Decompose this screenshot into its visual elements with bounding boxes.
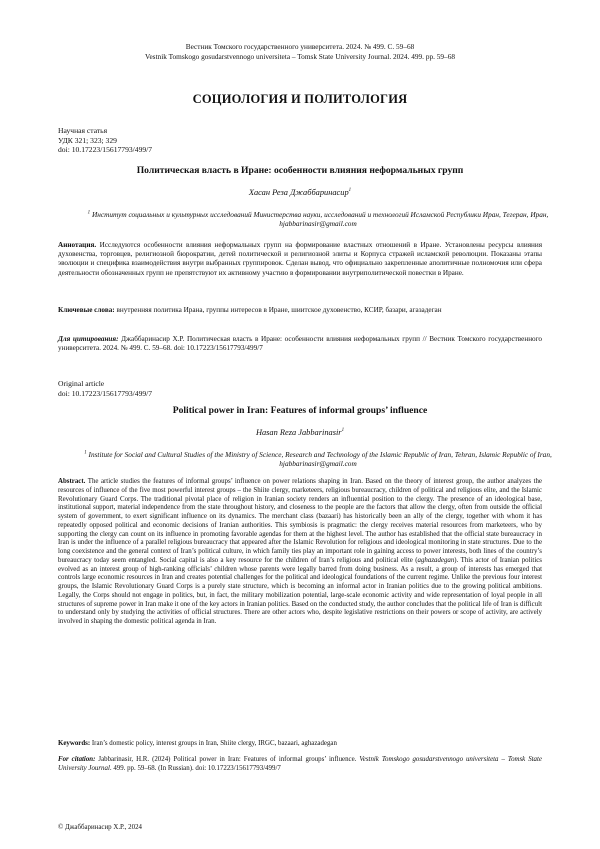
ru-udc: УДК 321; 323; 329 — [58, 135, 117, 145]
en-abstract-italic: aghazadegan — [417, 556, 455, 564]
en-abstract — [58, 478, 542, 627]
en-abstract-text: The article studies the features of informal groups’ influence on power relations shaping in Iran. Based on the theory of interest group, the author analyzes the resources of influence of the five most powerful interest groups – the Shiite clergy, marketeers, religious bureaucracy, children of political and religious elite, and the Islamic Revolutionary Guard Corps. The traditional pivotal place of religion in Iranian society renders an influential position to the clergy. The presence of an ideological base, institutional support, material independence from the state throughout history, and closeness to the people are the factors that allow the clergy, often from outside the official system of government, to exert significant influence on its dynamics. The merchant class (bazaari) has historically been an ally of the clergy, together with whom it has repeatedly opposed political and economic decisions of Iranian authorities. This symbiosis is pragmatic: the clergy receives material resources from marketeers, who by supporting the clergy can count on its influence in promoting favorable agendas for them at the highest level. The author has established that the official state bureaucracy in Iran is under the influence of a parallel religious bureaucracy that appeared after the Islamic Revolution for religious and ideological monitoring in state structures. Due to the long coexistence and the general context of Iran’s political culture, in which family ties play an important role in gaining access to power interests, both lines of the country’s bureaucracy today seem entangled. Social capital is also a key resource for the children of Iran’s religious and political elite ( — [58, 478, 542, 564]
en-doi: doi: 10.17223/15617793/499/7 — [58, 388, 153, 398]
en-author-name: Hasan Reza Jabbarinasir — [255, 428, 342, 437]
en-author-aff-num: 1 — [341, 428, 345, 434]
en-citation-post: . 499. pp. 59–68. (In Russian). doi: 10.17223/15617793/499/7 — [109, 764, 281, 772]
en-keywords-text: Iran’s domestic policy, interest groups in Iran, Shiite clergy, IRGC, bazaari, aghazadegan — [91, 740, 337, 747]
ru-keywords — [58, 306, 542, 315]
ru-abstract — [58, 241, 542, 278]
en-article-type: Original article — [58, 379, 105, 388]
ru-meta — [58, 126, 542, 155]
ru-article-type: Научная статья — [58, 126, 108, 135]
en-affiliation — [58, 450, 578, 468]
en-author — [58, 428, 542, 437]
en-aff-num: 1 — [84, 450, 87, 456]
ru-author-aff-num: 1 — [348, 188, 352, 194]
ru-article-title: Политическая власть в Иране: особенности влияния неформальных групп — [136, 165, 464, 176]
journal-line-en: Vestnik Tomskogo gosudarstvennogo universiteta – Tomsk State University Journal. 2024. 499. pp. 59–68 — [144, 51, 456, 61]
ru-citation — [58, 335, 542, 353]
en-affiliation-text: Institute for Social and Cultural Studies of the Ministry of Science, Research and Technology of the Islamic Republic of Iran, Tehran, Islamic Republic of Iran, hjabbarinasir@gmail.com — [88, 450, 552, 469]
en-abstract-label: Abstract. — [58, 478, 86, 485]
ru-citation-text: Джаббаринасир Х.Р. Политическая власть в Иране: особенности влияния неформальных групп // Вестник Томского государственного университета. 2024. № 499. С. 59–68. doi: 10.17223/15617793/499/7 — [58, 335, 542, 353]
en-citation-label: For citation: — [58, 756, 96, 763]
en-citation — [58, 756, 542, 774]
journal-header — [58, 42, 542, 61]
en-keywords-label: Keywords: — [58, 740, 91, 747]
journal-line-ru: Вестник Томского государственного университета. 2024. № 499. С. 59–68 — [185, 42, 415, 51]
ru-author — [58, 188, 542, 197]
ru-keywords-label: Ключевые слова: — [58, 306, 115, 314]
ru-aff-num: 1 — [87, 210, 91, 216]
en-abstract-cont: ). This actor of Iranian politics evolved as an interest group of high-ranking officials’ children whose parents were legally barred from doing business. As a result, a group of interests has emerged that controls large economic resources in Iran and creates potential challenges for the political and ideological foundations of the current regime. Unlike the previous four interest groups, the Islamic Revolutionary Guard Corps is a purely state structure, which is becoming an informal actor in Iranian politics due to the growing political ambitions. Legally, the Corps should not engage in politics, but, in fact, the military mobilization potential, large-scale economic activity and wide representation of loyal people in all structures of supreme power in Iran make it one of the key actors in Iranian politics. Based on the conducted study, the author concludes that the political life of Iran is difficult to understand only by studying the activities of official structures. There are other actors who, despite legislative restrictions on their powers or scope of activity, are actively involved in shaping the domestic political agenda in Iran. — [58, 556, 542, 625]
ru-keywords-text: внутренняя политика Ирана, группы интересов в Иране, шиитское духовенство, КСИР, базари, агазадеган — [116, 306, 442, 314]
en-citation-pre: Jabbarinasir, H.R. (2024) Political power in Iran: Features of informal groups’ influence. — [98, 756, 357, 763]
ru-abstract-text: Исследуются особенности влияния неформальных групп на формирование властных отношений в Иране. Установлены ресурсы влияния духовенства, торговцев, религиозной бюрократии, детей политической и религиозной элиты и Корпуса стражей исламской революции. Показаны этапы эволюции и специфика взаимодействия внутри выбранных группировок. Сделан вывод, что официально закрепленные аполитичные полномочия или сфера деятельности обозначенных групп не препятствуют их активному участию в формировании внутриполитической повестки в Иране. — [58, 241, 543, 277]
ru-doi: doi: 10.17223/15617793/499/7 — [58, 145, 153, 155]
en-meta — [58, 379, 542, 398]
ru-affiliation — [58, 210, 578, 228]
en-keywords — [58, 740, 542, 749]
ru-author-name: Хасан Реза Джаббаринасир — [248, 188, 349, 197]
en-article-title: Political power in Iran: Features of informal groups’ influence — [172, 405, 428, 416]
ru-affiliation-text: Институт социальных и культурных исследований Министерства науки, исследований и технологий Исламской Республики Иран, Тегеран, Иран, hjabbarinasir@gmail.com — [91, 210, 549, 229]
ru-abstract-label: Аннотация. — [58, 241, 97, 249]
en-citation-journal: Vestnik Tomskogo gosudarstvennogo universiteta – Tomsk State University Journal — [58, 756, 542, 772]
copyright: © Джаббаринасир Х.Р., 2024 — [58, 824, 142, 831]
ru-citation-label: Для цитирования: — [58, 335, 119, 343]
section-title: СОЦИОЛОГИЯ И ПОЛИТОЛОГИЯ — [192, 92, 408, 106]
